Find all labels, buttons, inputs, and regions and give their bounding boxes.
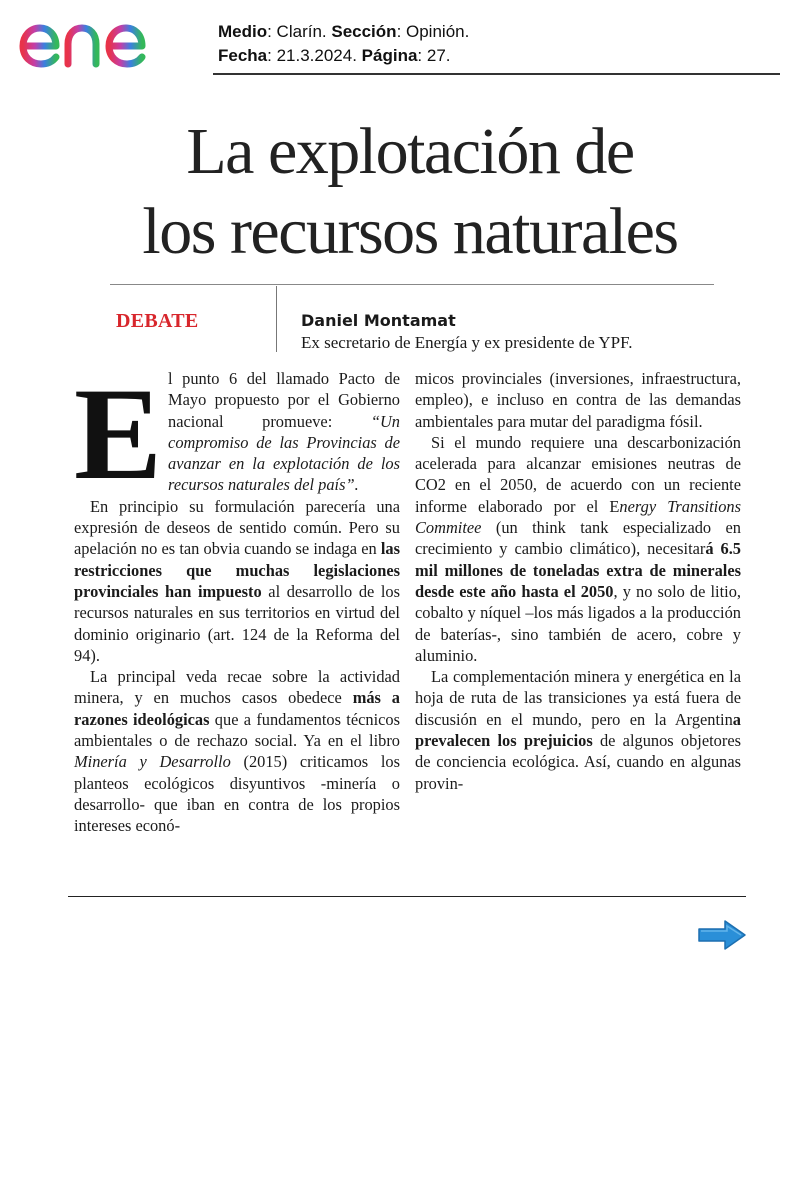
paragraph (415, 666, 741, 794)
paragraph: micos provinciales (inversiones, infraestructura, empleo), e incluso en contra de las demandas ambientales para mutar del paradigma fósil. (415, 369, 741, 431)
article-column-2 (415, 368, 741, 794)
header-divider (213, 73, 780, 75)
paragraph (74, 496, 400, 666)
paragraph (74, 666, 400, 836)
highlight-text: a prevalecen los prejuicios (415, 709, 741, 751)
section-tag: DEBATE (116, 310, 199, 332)
text-run: La principal veda recae sobre la actividad minera, y en muchos casos obedece (74, 667, 400, 708)
footer-divider (68, 896, 746, 897)
article-headline (60, 112, 760, 272)
fecha-value: : 21.3.2024. (267, 46, 362, 65)
arrow-right-icon[interactable] (696, 918, 748, 952)
medio-value: : Clarín. (267, 22, 332, 41)
author-name: Daniel Montamat (301, 311, 456, 330)
paragraph (415, 432, 741, 666)
medio-label: Medio (218, 22, 268, 41)
quote-text: “Un compromiso de las Provincias de avanzar en la explotación de los recursos naturales del país”. (168, 411, 400, 495)
headline-divider (110, 284, 714, 285)
fecha-label: Fecha (218, 46, 268, 65)
article-column-1 (74, 360, 400, 837)
highlight-text: más a razones ideológicas (74, 688, 400, 729)
highlight-text: á 6.5 mil millones de toneladas extra de minerales desde este año hasta el 2050 (415, 539, 741, 601)
seccion-value: : Opinión. (396, 22, 470, 41)
org-name: nergy Transitions Commitee (415, 496, 741, 538)
text-run: (un think tank especializado en crecimiento y cambio climático), necesitar (415, 518, 741, 559)
byline-separator (276, 286, 277, 352)
drop-cap: E (74, 360, 163, 507)
author-role: Ex secretario de Energía y ex presidente de YPF. (301, 333, 633, 352)
enel-logo (18, 6, 193, 72)
text-run: que a fundamentos técnicos ambientales o de rechazo social. Ya en el libro (74, 709, 400, 751)
text-run: de algunos objetores de conciencia ecológica. Así, cuando en algunas provin- (415, 731, 741, 793)
headline-line-2: los recursos naturales (142, 195, 678, 268)
text-run: En principio su formulación parecería una expresión de deseos de sentido común. Pero su apelación no es tan obvia cuando se indaga en (74, 496, 400, 559)
text-run: Si el mundo requiere una descarbonización acelerada para alcanzar emisiones neutras de CO2 en el 2050, de acuerdo con un reciente informe elaborado por el E (415, 432, 741, 516)
meta-line-1 (218, 20, 469, 44)
text-run: La complementación minera y energética en la hoja de ruta de las transiciones ya está fuera de discusión en el mundo, pero en la Argentin (415, 667, 741, 729)
book-title: Minería y Desarrollo (74, 752, 231, 772)
pagina-label: Página (361, 46, 418, 65)
seccion-label: Sección (331, 22, 397, 41)
text-run: , y no solo de litio, cobalto y níquel –los más ligados a la producción de baterías-, sino también de acero, cobre y aluminio. (415, 581, 741, 665)
highlight-text: las restricciones que muchas legislaciones provinciales han impuesto (74, 539, 400, 601)
meta-line-2 (218, 44, 469, 68)
text-run: (2015) criticamos los planteos ecológicos disyuntivos -minería o desarrollo- que iban en contra de los propios intereses econó- (74, 752, 400, 836)
paragraph (74, 360, 400, 507)
text-run: al desarrollo de los recursos naturales en sus territorios en virtud del dominio originario (art. 124 de la Reforma del 94). (74, 581, 400, 665)
headline-line-1: La explotación de (186, 115, 634, 188)
pagina-value: : 27. (417, 46, 451, 65)
publication-meta (218, 20, 469, 68)
text-run: l punto 6 del llamado Pacto de Mayo propuesto por el Gobierno nacional promueve: (168, 369, 400, 431)
